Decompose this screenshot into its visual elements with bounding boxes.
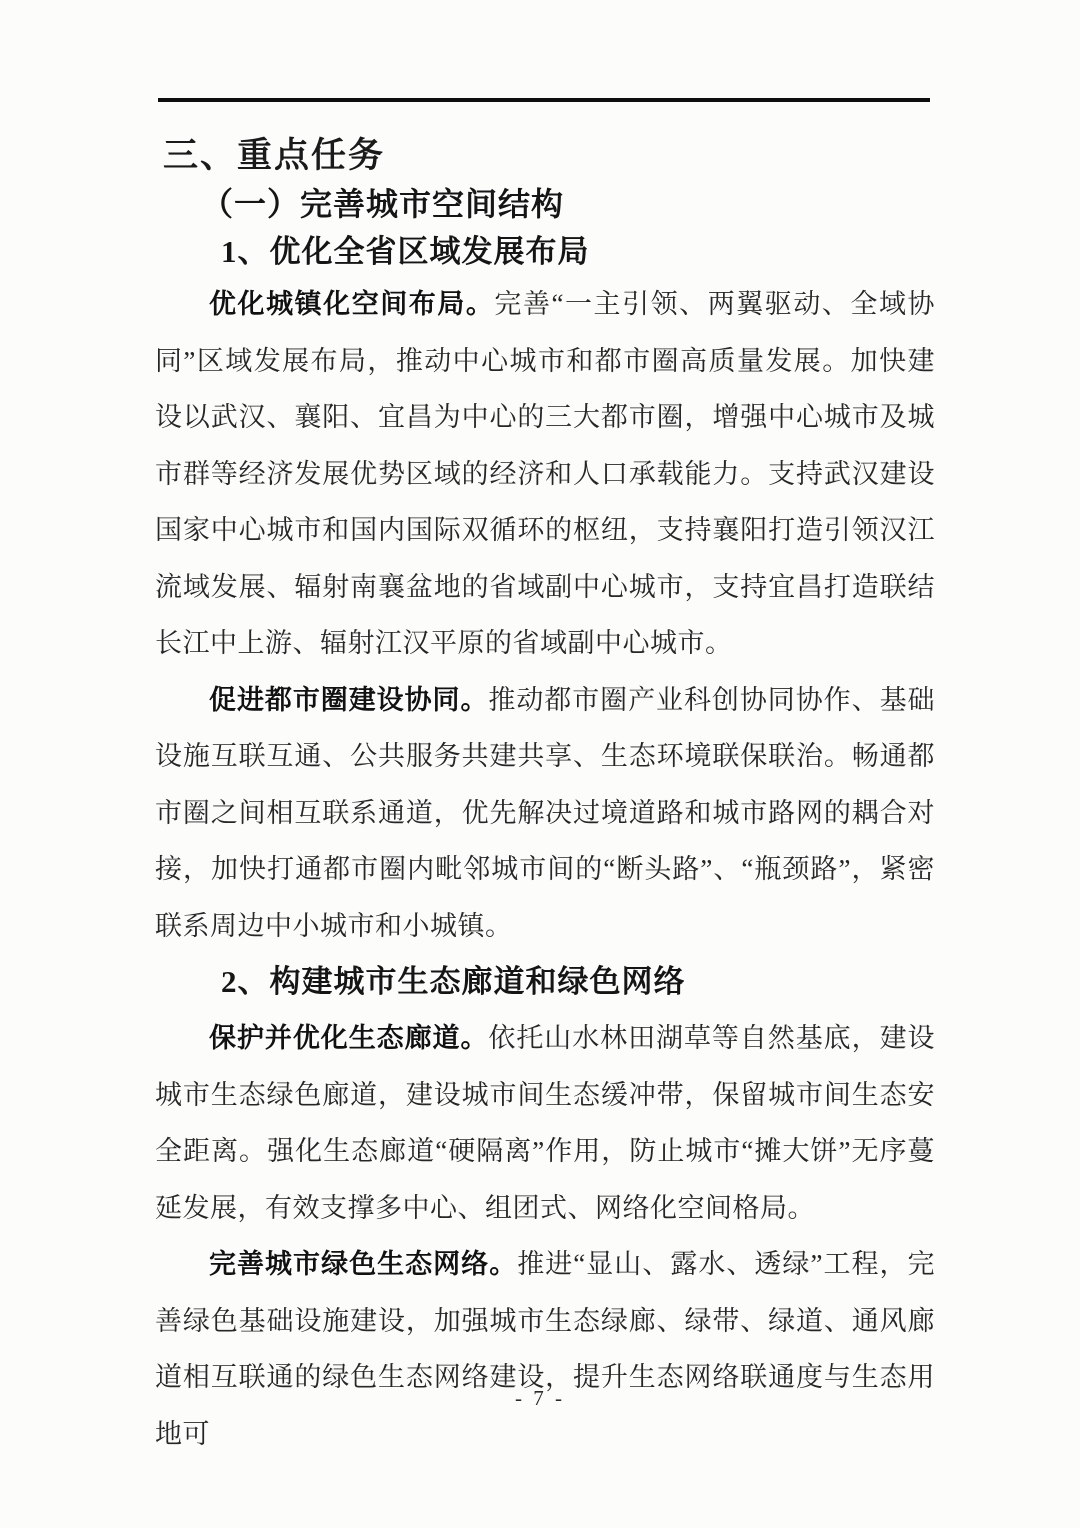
paragraph-lead: 优化城镇化空间布局。 [209, 289, 495, 319]
paragraph-lead: 保护并优化生态廊道。 [209, 1023, 489, 1053]
paragraph-green-network [155, 1236, 935, 1462]
item-heading-1: 1、优化全省区域发展布局 [221, 234, 590, 269]
paragraph-lead: 促进都市圈建设协同。 [209, 684, 489, 715]
paragraph-eco-corridor [155, 1010, 935, 1236]
paragraph-urbanization-layout [155, 276, 935, 672]
paragraph-metro-coordination [155, 672, 935, 955]
paragraph-text: 依托山水林田湖草等自然基底，建设城市生态绿色廊道，建设城市间生态缓冲带，保留城市间生态安全距离。强化生态廊道“硬隔离”作用，防止城市“摊大饼”无序蔓延发展，有效支撑多中心、组团式、网络化空间格局。 [155, 1023, 936, 1223]
paragraph-text: 推动都市圈产业科创协同协作、基础设施互联互通、公共服务共建共享、生态环境联保联治。畅通都市圈之间相互联系通道，优先解决过境道路和城市路网的耦合对接，加快打通都市圈内毗邻城市间的“断头路”、“瓶颈路”，紧密联系周边中小城市和小城镇。 [155, 684, 936, 941]
paragraph-text: 推进“显山、露水、透绿”工程，完善绿色基础设施建设，加强城市生态绿廊、绿带、绿道、通风廊道相互联通的绿色生态网络建设，提升生态网络联通度与生态用地可 [155, 1249, 936, 1449]
document-content [155, 0, 935, 1462]
subsection-heading: （一）完善城市空间结构 [201, 186, 565, 222]
section-heading: 三、重点任务 [163, 136, 386, 175]
item-heading-2: 2、构建城市生态廊道和绿色网络 [221, 964, 686, 999]
paragraph-text: 完善“一主引领、两翼驱动、全域协同”区域发展布局，推动中心城市和都市圈高质量发展。加快建设以武汉、襄阳、宜昌为中心的三大都市圈，增强中心城市及城市群等经济发展优势区域的经济和人口承载能力。支持武汉建设国家中心城市和国内国际双循环的枢纽，支持襄阳打造引领汉江流域发展、辐射南襄盆地的省域副中心城市，支持宜昌打造联结长江中上游、辐射江汉平原的省域副中心城市。 [155, 289, 935, 658]
paragraph-lead: 完善城市绿色生态网络。 [209, 1249, 518, 1279]
page-number: - 7 - [515, 1386, 565, 1410]
